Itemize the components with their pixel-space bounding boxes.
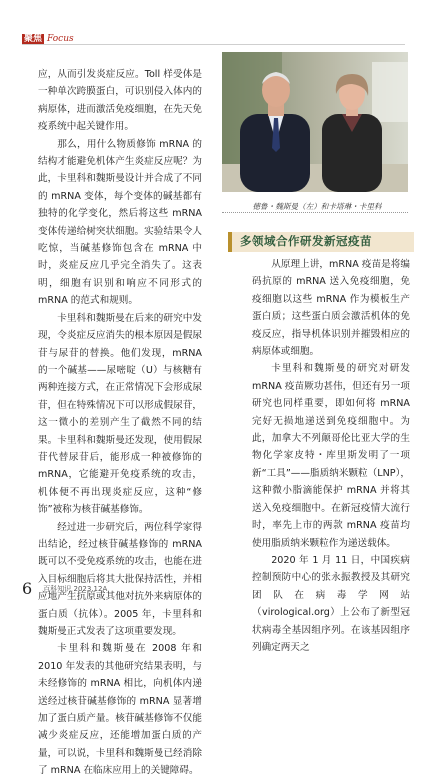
header-rule	[22, 44, 405, 45]
paragraph: 卡里科和魏斯曼的研究对研发 mRNA 疫苗厥功甚伟，但还有另一项研究也同样重要，即如何将 mRNA 完好无损地递送到免疫细胞中。为此，加拿大不列颠哥伦比亚大学的生物化学家皮特・库里斯发明了一项新“工具”——脂质纳米颗粒（LNP），这种微小脂滴能保护 mRNA 并将其送入免疫细胞中。在新冠疫情大流行时，率先上市的两款 mRNA 疫苗均使用脂质纳米颗粒作为递送载体。	[252, 363, 410, 549]
page-header	[0, 0, 427, 44]
section-label-en: Focus	[47, 34, 74, 44]
scientists-photo	[222, 52, 408, 192]
right-column	[252, 256, 410, 656]
page-number: 6	[22, 579, 33, 598]
section-label-zh: 聚焦	[24, 34, 43, 44]
paragraph: 经过进一步研究后，两位科学家得出结论，经过核苷碱基修饰的 mRNA 既可以不受免疫系统的攻击，也能在进入目标细胞后将其大批保持活性，并相应地产生抗原或其他对抗外来病原体的蛋白质（抗体）。2005 年，卡里科和魏斯曼正式发表了这项重要发现。	[38, 521, 202, 637]
paragraph: 2020 年 1 月 11 日，中国疾病控制预防中心的张永振教授及其研究团队在病毒学网站（virological.org）上公布了新型冠状病毒全基因组序列。在该基因组序列确定两天之	[252, 554, 410, 653]
banner-title: 多领域合作研发新冠疫苗	[240, 234, 372, 248]
photo-caption: 德鲁・魏斯曼（左）和卡塔琳・卡里科	[252, 202, 382, 211]
caption-divider	[222, 212, 408, 213]
section-banner	[228, 230, 410, 254]
journal-name: 百科知识 2023.12A	[43, 584, 108, 593]
paragraph: 应，从而引发炎症反应。Toll 样受体是一种单次跨膜蛋白，可识别侵入体内的病原体，进而激活免疫细胞，在先天免疫系统中起关键作用。	[38, 69, 202, 133]
page-footer	[22, 578, 107, 598]
paragraph: 从原理上讲，mRNA 疫苗是将编码抗原的 mRNA 送入免疫细胞，免疫细胞以这些 mRNA 作为模板生产蛋白质；这些蛋白质会激活机体的免疫反应，指导机体识别并摧毁相应的病原体或细胞。	[252, 259, 410, 358]
paragraph: 卡里科和魏斯曼在后来的研究中发现，令炎症反应消失的根本原因是假尿苷与尿苷的替换。他们发现，mRNA 的一个碱基——尿嘧啶（U）与核糖有两种连接方式，在正常情况下会形成尿苷，但在特殊情况下可以形成假尿苷，这一微小的差别产生了截然不同的结果。卡里科和魏斯曼还发现，使用假尿苷代替尿苷后，能形成一种被修饰的 mRNA，它能避开免疫系统的攻击，机体便不再出现炎症反应，这种“修饰”被称为核苷碱基修饰。	[38, 312, 202, 516]
paragraph: 卡里科和魏斯曼在 2008 年和 2010 年发表的其他研究结果表明，与未经修饰的 mRNA 相比，向机体内递送经过核苷碱基修饰的 mRNA 显著增加了蛋白质产量。核苷碱基修饰不仅能减少炎症反应，还能增加蛋白质的产量，可以说，卡里科和魏斯曼已经消除了 mRNA 在临床应用上的关键障碍。	[38, 643, 202, 777]
paragraph: 那么，用什么物质修饰 mRNA 的结构才能避免机体产生炎症反应呢？为此，卡里科和魏斯曼设计并合成了不同的 mRNA 变体，每个变体的碱基都有独特的化学变化，然后将这些 mRNA 变体传递给树突状细胞。实验结果令人吃惊，当碱基修饰包含在 mRNA 中时，炎症反应几乎完全消失了。这表明，细胞有识别和响应不同形式的 mRNA 的范式和规则。	[38, 138, 202, 307]
left-column	[38, 66, 202, 780]
